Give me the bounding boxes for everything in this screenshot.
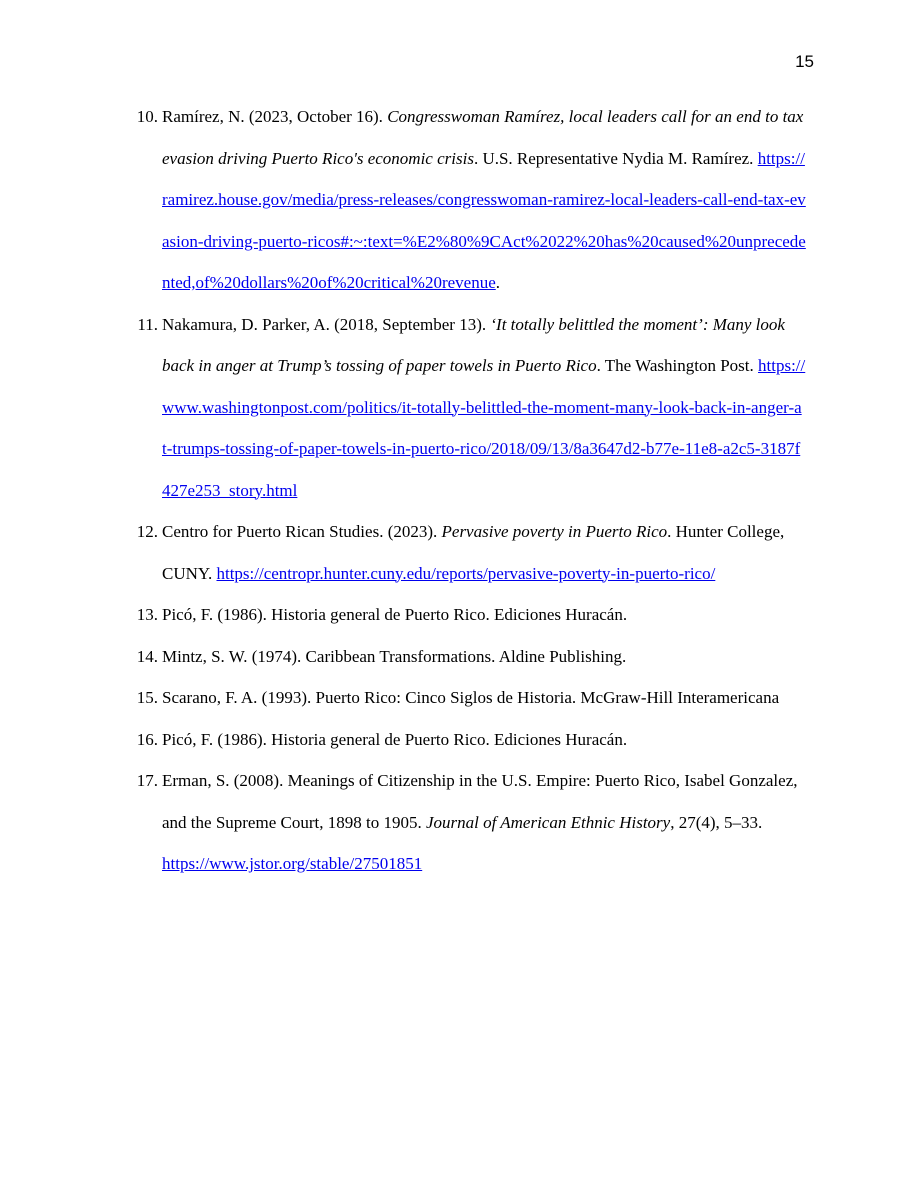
reference-number: 16.: [136, 729, 158, 749]
reference-url-link[interactable]: https://www.jstor.org/stable/27501851: [162, 854, 423, 873]
reference-segment: . The Washington Post.: [596, 356, 759, 375]
reference-segment: Nakamura, D. Parker, A. (2018, September 13).: [162, 314, 491, 334]
reference-item: [0, 96, 806, 304]
reference-item: [0, 760, 806, 885]
reference-text: [162, 760, 806, 885]
reference-number: 15.: [136, 688, 158, 707]
reference-segment: Erman, S. (2008). Meanings of Citizenship in the U.S. Empire: Puerto Rico, Isabel Gonzalez, and the Supreme Court, 1898 to 1905.: [162, 771, 798, 832]
reference-segment: Ramírez, N. (2023, October 16).: [162, 107, 388, 126]
reference-segment: , 27(4), 5–33.: [670, 812, 763, 832]
reference-text: [162, 96, 806, 304]
reference-segment: Picó, F. (1986). Historia general de Puerto Rico. Ediciones Huracán.: [162, 729, 628, 749]
reference-item: [0, 594, 806, 636]
reference-segment: . Hunter College, CUNY.: [162, 522, 785, 583]
reference-text: [162, 719, 806, 761]
reference-segment: Mintz, S. W. (1974). Caribbean Transformations. Aldine Publishing.: [162, 646, 627, 666]
reference-text: [162, 304, 806, 512]
reference-item: [0, 677, 806, 719]
reference-number: 12.: [136, 522, 158, 541]
reference-text: [162, 677, 806, 719]
reference-item: [0, 636, 806, 678]
reference-text: [162, 511, 806, 594]
reference-url-link[interactable]: https://www.washingtonpost.com/politics/it-totally-belittled-the-moment-many-look-back-in-anger-at-trumps-tossing-of-paper-towels-in-puerto-rico/2018/09/13/8a3647d2-b77e-11e8-a2c5-3187f427e253_story.html: [162, 356, 806, 500]
reference-number: 17.: [136, 771, 158, 790]
reference-title: Pervasive poverty in Puerto Rico: [441, 522, 668, 541]
reference-segment: . U.S. Representative Nydia M. Ramírez.: [473, 148, 758, 168]
reference-number: 10.: [136, 107, 158, 126]
reference-segment: Scarano, F. A. (1993). Puerto Rico: Cinco Siglos de Historia. McGraw-Hill Interamericana: [162, 688, 780, 707]
reference-number: 13.: [136, 605, 158, 624]
reference-item: [0, 304, 806, 512]
reference-list: [0, 96, 918, 885]
reference-number: 14.: [136, 646, 158, 666]
reference-item: [0, 719, 806, 761]
reference-text: [162, 636, 806, 678]
page-number: 15: [795, 52, 814, 71]
reference-number: 11.: [137, 314, 158, 334]
reference-title: Journal of American Ethnic History: [425, 812, 671, 832]
reference-segment: Picó, F. (1986). Historia general de Puerto Rico. Ediciones Huracán.: [162, 605, 628, 624]
reference-title: ‘It totally belittled the moment’: Many look back in anger at Trump’s tossing of paper towels in Puerto Rico: [162, 314, 785, 375]
reference-segment: Centro for Puerto Rican Studies. (2023).: [162, 522, 442, 541]
reference-url-link[interactable]: https://centropr.hunter.cuny.edu/reports/pervasive-poverty-in-puerto-rico/: [216, 563, 716, 583]
reference-text: [162, 594, 806, 636]
reference-title: Congresswoman Ramírez, local leaders call for an end to tax evasion driving Puerto Rico's economic crisis: [162, 107, 804, 168]
reference-segment: .: [495, 273, 500, 292]
reference-item: [0, 511, 806, 594]
reference-url-link[interactable]: https://ramirez.house.gov/media/press-releases/congresswoman-ramirez-local-leaders-call-end-tax-evasion-driving-puerto-ricos#:~:text=%E2%80%9CAct%2022%20has%20caused%20unprecedented,of%20dollars%20of%20critical%20revenue: [162, 148, 806, 292]
